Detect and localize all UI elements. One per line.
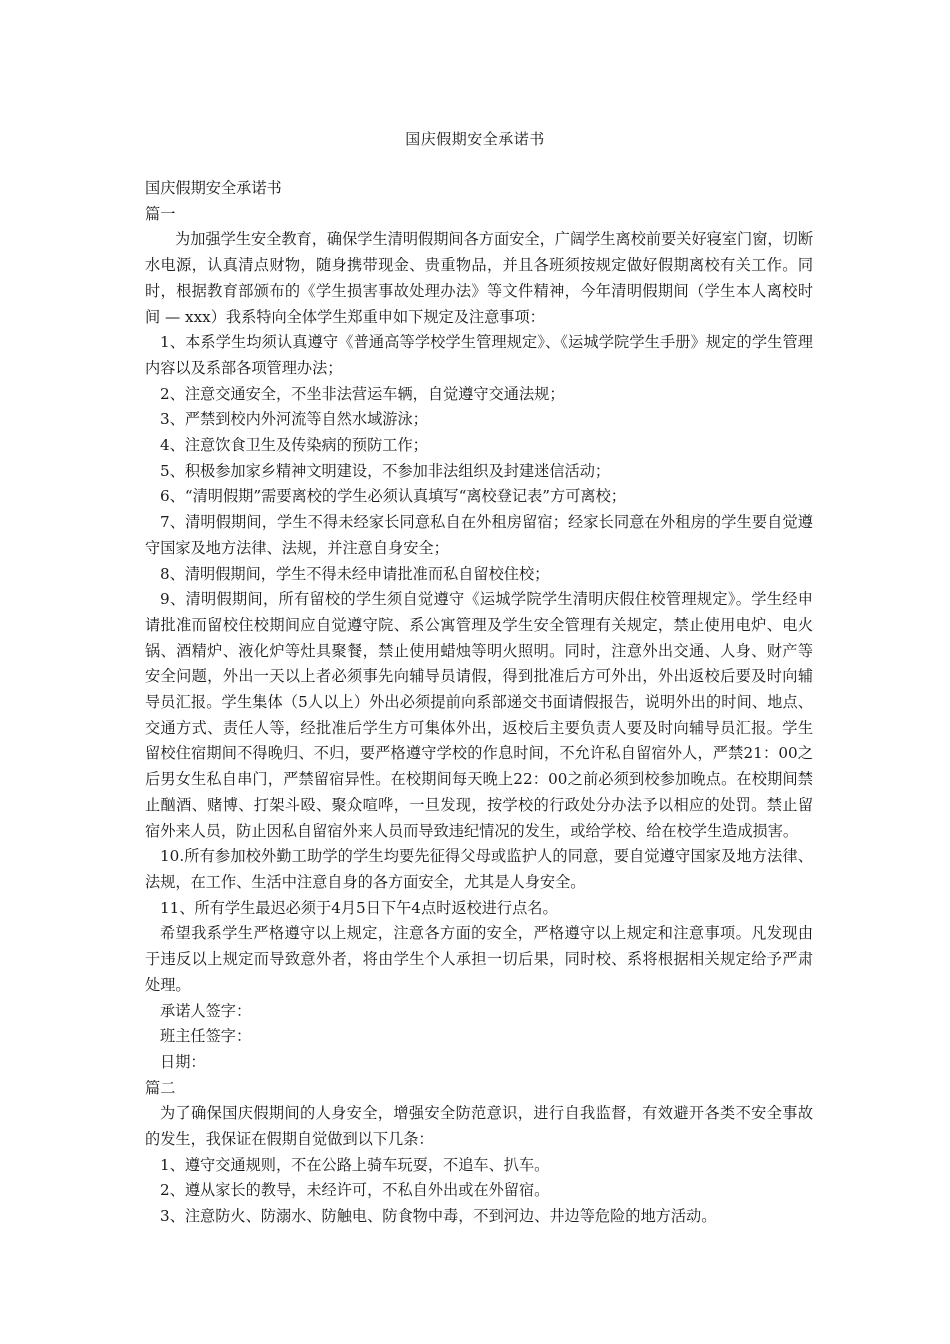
part1-item-2: 2、注意交通安全，不坐非法营运车辆，自觉遵守交通法规； — [160, 384, 565, 403]
part1-item-6: 6、“清明假期”需要离校的学生必须认真填写“离校登记表”方可离校； — [160, 487, 626, 506]
part1-item-3: 3、严禁到校内外河流等自然水域游泳； — [160, 410, 428, 429]
part2-intro: 为了确保国庆假期间的人身安全，增强安全防范意识，进行自我监督，有效避开各类不安全事故的发生，我保证在假期自觉做到以下几条： — [145, 1104, 813, 1149]
part1-item-5: 5、积极参加家乡精神文明建设，不参加非法组织及封建迷信活动； — [160, 461, 611, 480]
part1-item-7: 7、清明假期间，学生不得未经家长同意私自在外租房留宿；经家长同意在外租房的学生要自觉遵守国家及地方法律、法规，并注意自身安全； — [145, 513, 813, 557]
document-subtitle: 国庆假期安全承诺书 — [145, 179, 282, 197]
part1-item-4: 4、注意饮食卫生及传染病的预防工作； — [160, 436, 428, 455]
part2-heading: 篇二 — [145, 1078, 176, 1097]
part1-intro: 为加强学生安全教育，确保学生清明假期间各方面安全，广阔学生离校前要关好寝室门窗，切断水电源，认真清点财物，随身携带现金、贵重物品，并且各班须按规定做好假期离校有关工作。同时，根据教育部颁布的《学生损害事故处理办法》等文件精神，今年清明假期间（学生本人离校时间 — xxx）我系特向全体学生郑重申如下规定及注意事项： — [145, 230, 813, 326]
part1-item-8: 8、清明假期间，学生不得未经申请批准而私自留校住校； — [160, 564, 550, 583]
document-title: 国庆假期安全承诺书 — [405, 130, 545, 148]
part1-closing: 希望我系学生严格遵守以上规定，注意各方面的安全，严格遵守以上规定和注意事项。凡发现由于违反以上规定而导致意外者，将由学生个人承担一切后果，同时校、系将根据相关规定给予严肃处理。 — [145, 924, 813, 994]
date-label: 日期： — [160, 1052, 206, 1071]
part1-item-10: 10.所有参加校外勤工助学的学生均要先征得父母或监护人的同意，要自觉遵守国家及地方法律、法规，在工作、生活中注意自身的各方面安全，尤其是人身安全。 — [145, 847, 813, 891]
part2-item-3: 3、注意防火、防溺水、防触电、防食物中毒，不到河边、井边等危险的地方活动。 — [160, 1207, 717, 1226]
document-body — [145, 176, 813, 1230]
part2-item-2: 2、遵从家长的教导，未经许可，不私自外出或在外留宿。 — [160, 1181, 550, 1200]
part2-item-1: 1、遵守交通规则，不在公路上骑车玩耍，不追车、扒车。 — [160, 1155, 550, 1174]
signature-teacher-label: 班主任签字： — [160, 1027, 252, 1046]
part1-item-1: 1、本系学生均须认真遵守《普通高等学校学生管理规定》、《运城学院学生手册》规定的学生管理内容以及系部各项管理办法； — [145, 333, 813, 377]
part1-item-9: 9、清明假期间，所有留校的学生须自觉遵守《运城学院学生清明庆假住校管理规定》。学生经申请批准而留校住校期间应自觉遵守院、系公寓管理及学生安全管理有关规定，禁止使用电炉、电火锅、酒精炉、液化炉等灶具聚餐，禁止使用蜡烛等明火照明。同时，注意外出交通、人身、财产等安全问题，外出一天以上者必须事先向辅导员请假，得到批准后方可外出，外出返校后要及时向辅导员汇报。学生集体（5人以上）外出必须提前向系部递交书面请假报告，说明外出的时间、地点、交通方式、责任人等，经批准后学生方可集体外出，返校后主要负责人要及时向辅导员汇报。学生留校住宿期间不得晚归、不归，要严格遵守学校的作息时间，不允许私自留宿外人，严禁21：00之后男女生私自串门，严禁留宿异性。在校期间每天晚上22：00之前必须到校参加晚点。在校期间禁止酗酒、赌博、打架斗殴、聚众喧哗，一旦发现，按学校的行政处分办法予以相应的处罚。禁止留宿外来人员，防止因私自留宿外来人员而导致违纪情况的发生，或给学校、给在校学生造成损害。 — [145, 590, 813, 840]
part1-heading: 篇一 — [145, 204, 176, 223]
part1-item-11: 11、所有学生最迟必须于4月5日下午4点时返校进行点名。 — [160, 898, 558, 917]
signature-promisor-label: 承诺人签字： — [160, 1001, 252, 1020]
